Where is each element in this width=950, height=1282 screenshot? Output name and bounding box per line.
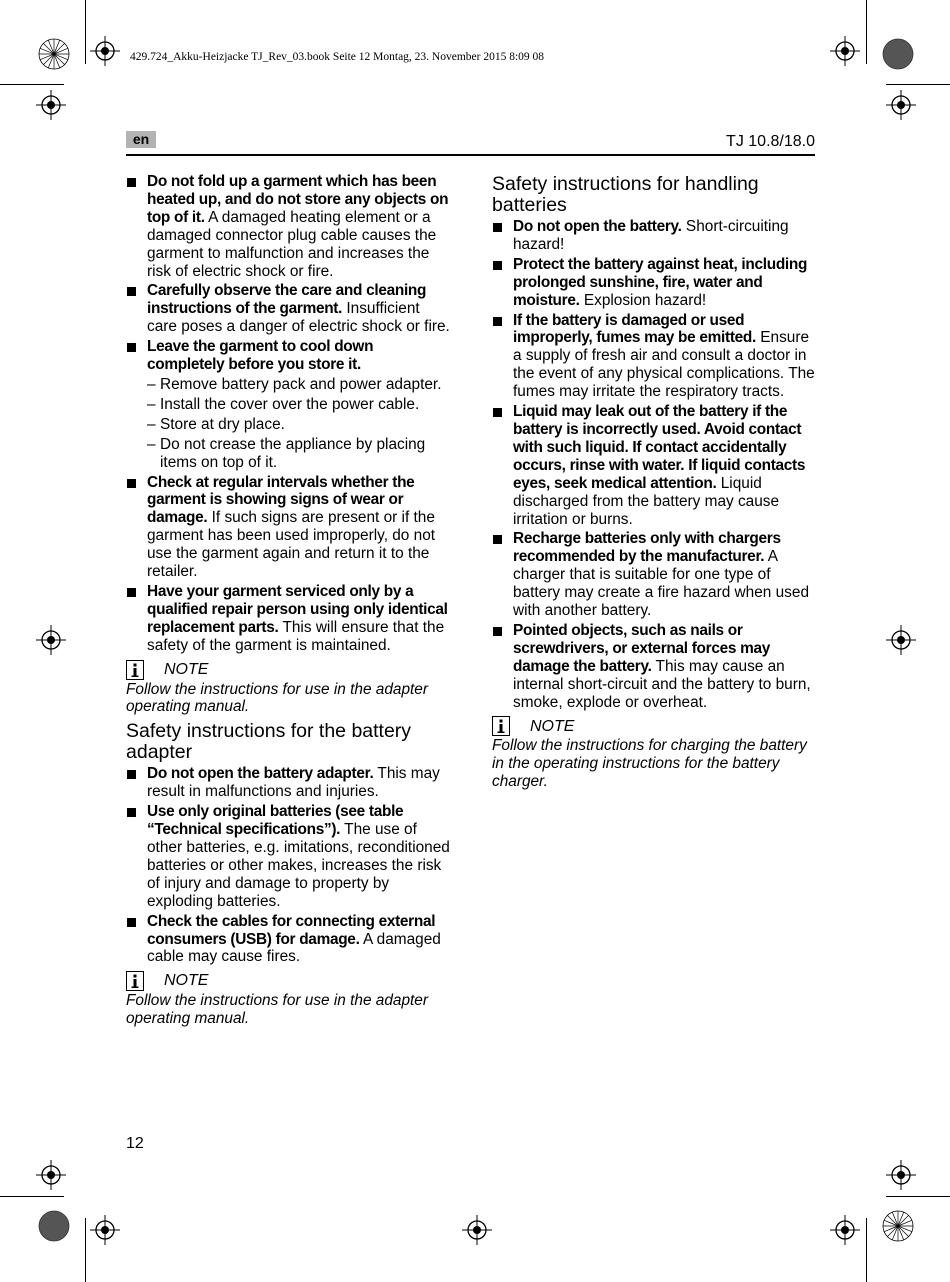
- note-label: NOTE: [164, 972, 209, 990]
- info-icon: [492, 716, 510, 736]
- print-metadata-line: 429.724_Akku-Heizjacke TJ_Rev_03.book Seite 12 Montag, 23. November 2015 8:09 08: [130, 51, 545, 63]
- color-patch-icon: [38, 38, 70, 70]
- registration-mark-icon: [830, 36, 860, 66]
- note-text: Follow the instructions for charging the battery in the operating instructions for the battery charger.: [492, 737, 807, 791]
- registration-mark-icon: [90, 1215, 120, 1245]
- registration-mark-icon: [886, 1160, 916, 1190]
- info-icon: [126, 971, 144, 991]
- registration-mark-icon: [830, 1215, 860, 1245]
- registration-mark-icon: [90, 36, 120, 66]
- note-label: NOTE: [164, 660, 209, 678]
- note-text: Follow the instructions for use in the adapter operating manual.: [126, 992, 428, 1028]
- list-item: Use only original batteries (see table “Technical specifications”). The use of other batteries, e.g. imitations, reconditioned batteries or other makes, increases the risk of injury and damage to property by exploding batteries.: [126, 803, 453, 910]
- list-item: Leave the garment to cool down completely before you store it. – Remove battery pack and power adapter. – Install the cover over the power cable. – Store at dry place. – Do not crease the appliance by placing items on top of it.: [126, 338, 453, 471]
- note-text: Follow the instructions for use in the adapter operating manual.: [126, 680, 428, 716]
- list-item: Check at regular intervals whether the garment is showing signs of wear or damage. If such signs are present or if the garment has been used improperly, do not use the garment again and return it to the retailer.: [126, 474, 453, 581]
- list-item: If the battery is damaged or used improperly, fumes may be emitted. Ensure a supply of fresh air and consult a doctor in the event of any physical complications. The fumes may irritate the respiratory tracts.: [492, 312, 817, 402]
- registration-mark-icon: [462, 1215, 492, 1245]
- list-item: Check the cables for connecting external consumers (USB) for damage. A damaged cable may cause fires.: [126, 913, 453, 967]
- sub-list-item: – Store at dry place.: [147, 416, 453, 434]
- list-item: Protect the battery against heat, including prolonged sunshine, fire, water and moisture. Explosion hazard!: [492, 256, 817, 310]
- registration-mark-icon: [36, 625, 66, 655]
- page-number: 12: [126, 1135, 144, 1152]
- list-item: Have your garment serviced only by a qualified repair person using only identical replacement parts. This will ensure that the safety of the garment is maintained.: [126, 583, 453, 655]
- color-patch-icon: [38, 1210, 70, 1242]
- sub-list-item: – Install the cover over the power cable.: [147, 396, 453, 414]
- list-item: Do not open the battery. Short-circuiting hazard!: [492, 218, 817, 254]
- list-item: Liquid may leak out of the battery if the battery is incorrectly used. Avoid contact with such liquid. If contact accidentally occurs, rinse with water. If liquid contacts eyes, seek medical attention. Liquid discharged from the battery may cause irritation or burns.: [492, 403, 817, 528]
- registration-mark-icon: [886, 90, 916, 120]
- section-title: Safety instructions for handling batteries: [492, 173, 759, 216]
- registration-mark-icon: [886, 625, 916, 655]
- list-item: Recharge batteries only with chargers recommended by the manufacturer. A charger that is suitable for one type of battery may create a fire hazard when used with another battery.: [492, 530, 817, 620]
- list-item: Pointed objects, such as nails or screwdrivers, or external forces may damage the battery. This may cause an internal short-circuit and the battery to burn, smoke, explode or overheat.: [492, 622, 817, 712]
- model-number: TJ 10.8/18.0: [726, 133, 815, 150]
- registration-mark-icon: [36, 1160, 66, 1190]
- battery-safety-list: [492, 218, 817, 711]
- right-column: [492, 173, 817, 795]
- note-box: [126, 970, 453, 1028]
- garment-safety-list: [126, 173, 453, 655]
- list-item: Carefully observe the care and cleaning instructions of the garment. Insufficient care poses a danger of electric shock or fire.: [126, 282, 453, 336]
- section-title: Safety instructions for the battery adapter: [126, 720, 412, 764]
- list-item: Do not fold up a garment which has been heated up, and do not store any objects on top of it. A damaged heating element or a damaged connector plug cable causes the garment to malfunction and increases the risk of electric shock or fire.: [126, 173, 453, 280]
- note-box: [126, 659, 453, 717]
- language-badge: en: [126, 131, 156, 148]
- color-patch-icon: [882, 38, 914, 70]
- registration-mark-icon: [36, 90, 66, 120]
- note-box: [492, 715, 817, 791]
- storage-steps: [147, 376, 453, 472]
- sub-list-item: – Remove battery pack and power adapter.: [147, 376, 453, 394]
- note-label: NOTE: [530, 717, 575, 735]
- color-patch-icon: [882, 1210, 914, 1242]
- info-icon: [126, 660, 144, 680]
- sub-list-item: – Do not crease the appliance by placing items on top of it.: [147, 436, 453, 472]
- list-item: Do not open the battery adapter. This may result in malfunctions and injuries.: [126, 765, 453, 801]
- adapter-safety-list: [126, 765, 453, 966]
- left-column: [126, 173, 453, 1032]
- header-divider: [126, 154, 815, 156]
